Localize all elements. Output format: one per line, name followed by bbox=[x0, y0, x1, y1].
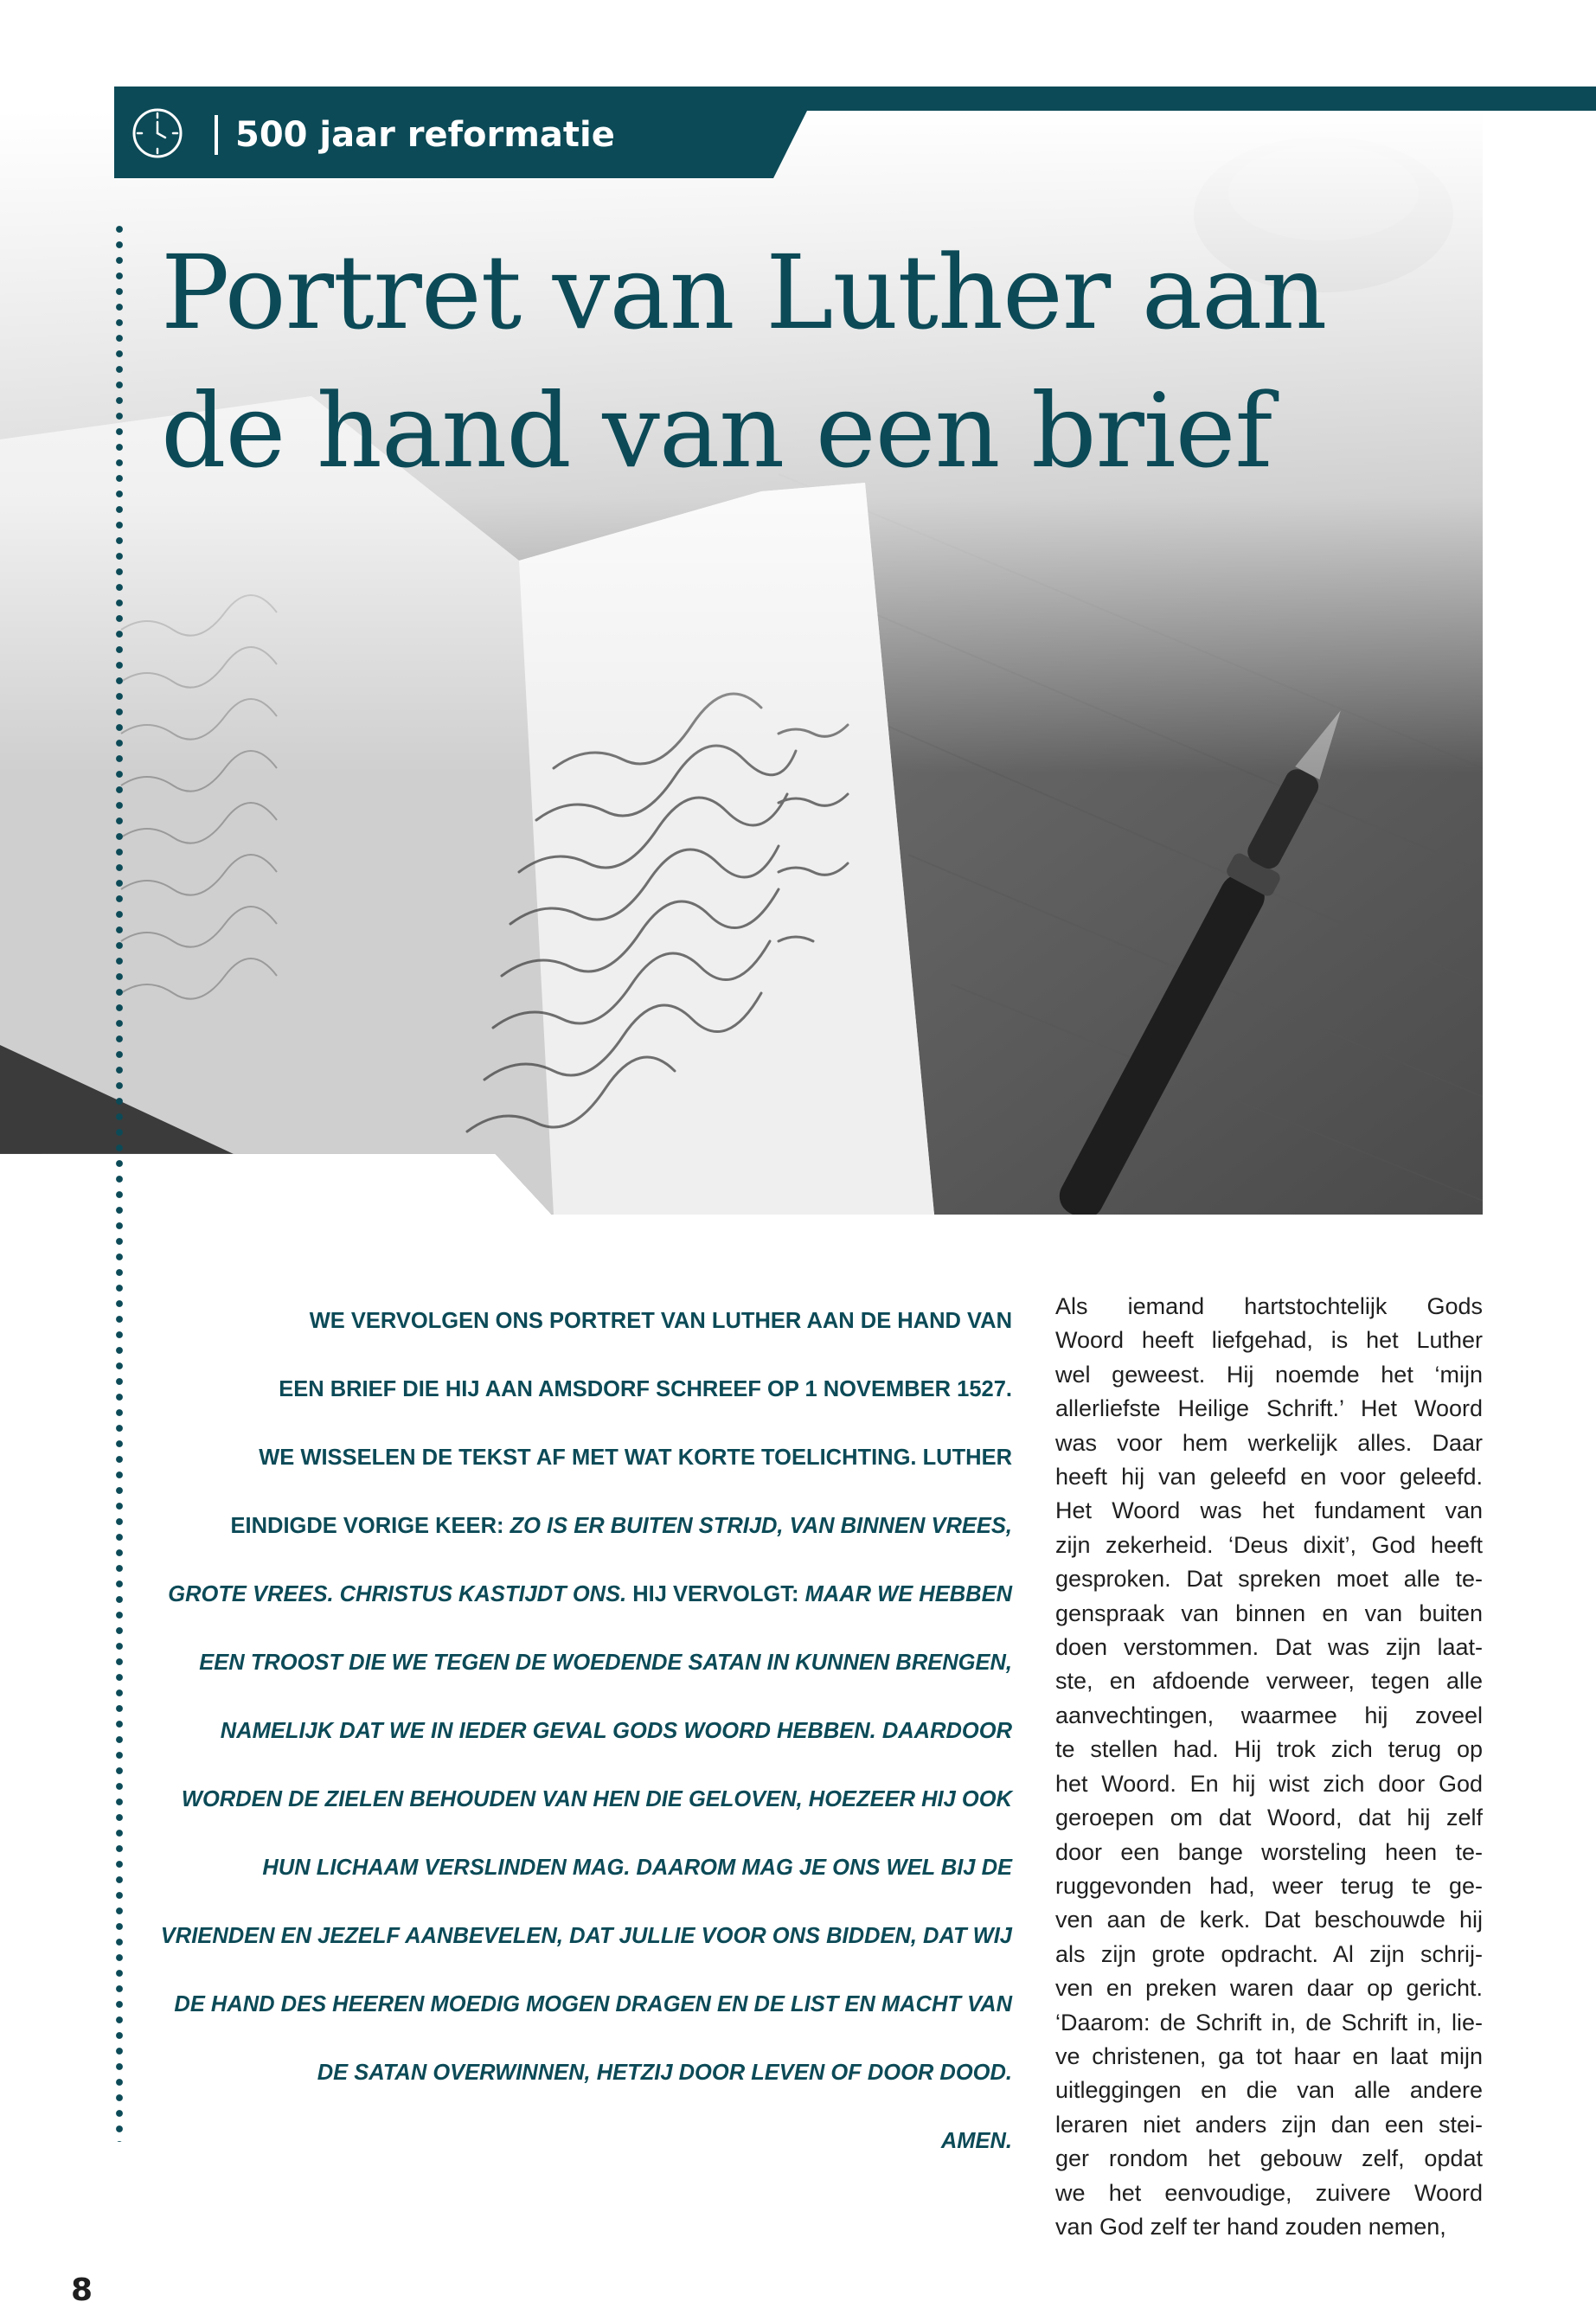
body-line: uitleggingen en die van alle andere bbox=[1055, 2077, 1483, 2104]
intro-quote: ZO IS ER BUITEN STRIJD, VAN BINNEN VREES, bbox=[510, 1514, 1012, 1538]
body-line: het Woord. En hij wist zich door God bbox=[1055, 1770, 1483, 1797]
body-line: heeft hij van geleefd en voor geleefd. bbox=[1055, 1464, 1483, 1491]
body-line: zijn zekerheid. ‘Deus dixit’, God heeft bbox=[1055, 1531, 1483, 1558]
intro-text: EINDIGDE VORIGE KEER: bbox=[230, 1514, 510, 1538]
intro-quote: DE SATAN OVERWINNEN, HETZIJ DOOR LEVEN OF DOOR DOOD. bbox=[317, 2061, 1012, 2085]
body-line: was voor hem werkelijk alles. Daar bbox=[1055, 1429, 1483, 1456]
intro-line bbox=[137, 1971, 1012, 2039]
body-line: Woord heeft liefgehad, is het Luther bbox=[1055, 1327, 1483, 1354]
body-line: ger rondom het gebouw zelf, opdat bbox=[1055, 2145, 1483, 2172]
body-line: ‘Daarom: de Schrift in, de Schrift in, lie- bbox=[1055, 2009, 1483, 2036]
body-line: genspraak van binnen en van buiten bbox=[1055, 1600, 1483, 1626]
intro-line bbox=[137, 1697, 1012, 1766]
body-line: te stellen had. Hij trok zich terug op bbox=[1055, 1736, 1483, 1763]
intro-quote: HUN LICHAAM VERSLINDEN MAG. DAAROM MAG JE ONS WEL BIJ DE bbox=[262, 1856, 1012, 1880]
intro-quote: NAMELIJK DAT WE IN IEDER GEVAL GODS WOORD HEBBEN. DAARDOOR bbox=[220, 1719, 1012, 1743]
body-line: ven aan de kerk. Dat beschouwde hij bbox=[1055, 1907, 1483, 1933]
intro-line bbox=[137, 1424, 1012, 1492]
intro-line bbox=[137, 1492, 1012, 1561]
body-line: ruggevonden had, weer terug te ge- bbox=[1055, 1872, 1483, 1899]
body-line: we het eenvoudige, zuivere Woord bbox=[1055, 2179, 1483, 2206]
intro-text: EEN BRIEF DIE HIJ AAN AMSDORF SCHREEF OP 1 NOVEMBER 1527. bbox=[279, 1377, 1012, 1401]
intro-quote: MAAR WE HEBBEN bbox=[804, 1582, 1012, 1606]
intro-quote: EEN TROOST DIE WE TEGEN DE WOEDENDE SATAN IN KUNNEN BRENGEN, bbox=[199, 1651, 1012, 1675]
body-line: ve christenen, ga tot haar en laat mijn bbox=[1055, 2042, 1483, 2069]
intro-line bbox=[137, 1287, 1012, 1356]
intro-line bbox=[137, 2107, 1012, 2176]
body-text bbox=[1055, 1290, 1483, 2244]
body-line: leraren niet anders zijn dan een stei- bbox=[1055, 2111, 1483, 2138]
body-line: doen verstommen. Dat was zijn laat- bbox=[1055, 1634, 1483, 1661]
intro-paragraph bbox=[137, 1287, 1012, 2176]
body-line: geroepen om dat Woord, dat hij zelf bbox=[1055, 1805, 1483, 1831]
intro-line bbox=[137, 1356, 1012, 1424]
clock-icon bbox=[130, 106, 185, 161]
intro-quote: VRIENDEN EN JEZELF AANBEVELEN, DAT JULLIE VOOR ONS BIDDEN, DAT WIJ bbox=[160, 1924, 1012, 1948]
body-line: ven en preken waren daar op gericht. bbox=[1055, 1975, 1483, 2002]
dotted-rule bbox=[115, 221, 124, 2142]
intro-quote: WORDEN DE ZIELEN BEHOUDEN VAN HEN DIE GELOVEN, HOEZEER HIJ OOK bbox=[181, 1787, 1012, 1811]
intro-quote: GROTE VREES. CHRISTUS KASTIJDT ONS. bbox=[168, 1582, 627, 1606]
title-line: de hand van een brief bbox=[161, 371, 1272, 490]
body-line: Het Woord was het fundament van bbox=[1055, 1497, 1483, 1524]
body-line: door een bange worsteling heen te- bbox=[1055, 1838, 1483, 1865]
intro-quote: DE HAND DES HEEREN MOEDIG MOGEN DRAGEN EN DE LIST EN MACHT VAN bbox=[174, 1992, 1012, 2016]
intro-quote: AMEN. bbox=[940, 2129, 1012, 2153]
body-line: wel geweest. Hij noemde het ‘mijn bbox=[1055, 1361, 1483, 1388]
body-line: ste, en afdoende verweer, tegen alle bbox=[1055, 1668, 1483, 1695]
intro-line bbox=[137, 2039, 1012, 2107]
intro-line bbox=[137, 1561, 1012, 1629]
intro-line bbox=[137, 1902, 1012, 1971]
title-line: Portret van Luther aan bbox=[161, 233, 1327, 352]
page-number: 8 bbox=[71, 2273, 93, 2308]
intro-line bbox=[137, 1766, 1012, 1834]
body-line: als zijn grote opdracht. Al zijn schrij- bbox=[1055, 1940, 1483, 1967]
body-line: Als iemand hartstochtelijk Gods bbox=[1055, 1293, 1483, 1319]
section-label: 500 jaar reformatie bbox=[235, 115, 615, 155]
intro-text: WE WISSELEN DE TEKST AF MET WAT KORTE TOELICHTING. LUTHER bbox=[259, 1446, 1012, 1470]
page-title bbox=[161, 223, 1458, 500]
intro-text: HIJ VERVOLGT: bbox=[626, 1582, 805, 1606]
section-divider bbox=[215, 115, 218, 155]
body-line: aanvechtingen, waarmee hij zoveel bbox=[1055, 1702, 1483, 1728]
body-line: van God zelf ter hand zouden nemen, bbox=[1055, 2213, 1446, 2240]
intro-line bbox=[137, 1834, 1012, 1902]
intro-line bbox=[137, 1629, 1012, 1697]
body-line: gesproken. Dat spreken moet alle te- bbox=[1055, 1566, 1483, 1593]
body-line: allerliefste Heilige Schrift.’ Het Woord bbox=[1055, 1395, 1483, 1422]
intro-text: WE VERVOLGEN ONS PORTRET VAN LUTHER AAN DE HAND VAN bbox=[309, 1309, 1012, 1333]
